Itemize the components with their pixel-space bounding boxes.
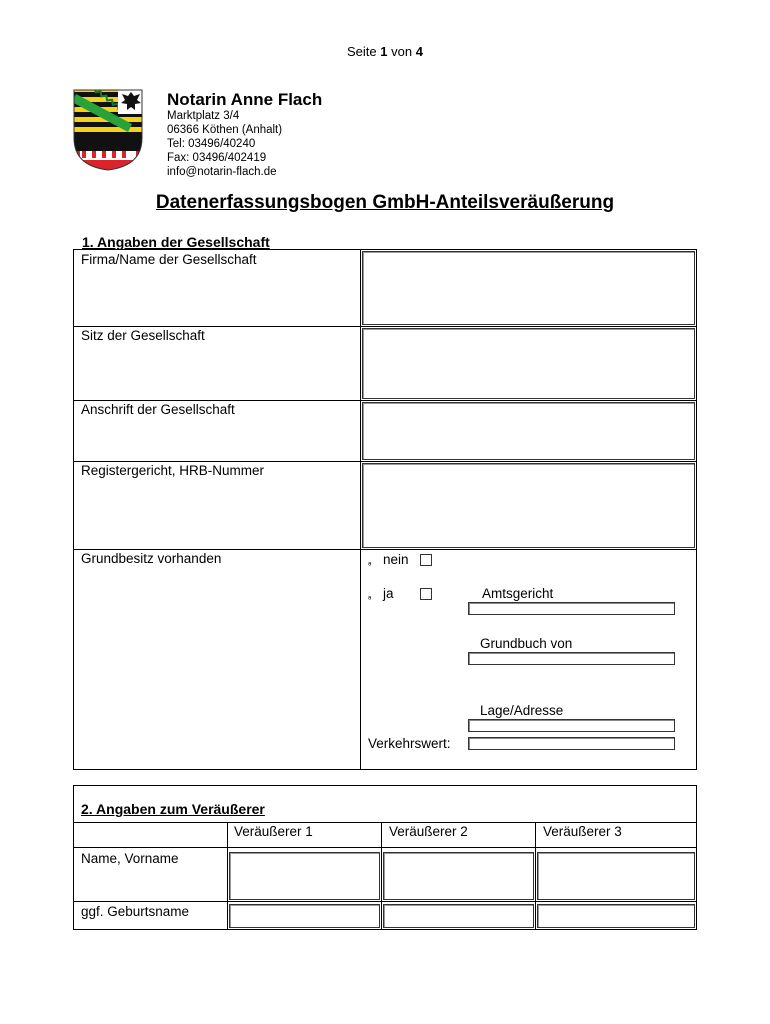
seller-2-name-field[interactable] (383, 852, 534, 900)
seller-1-header: Veräußerer 1 (234, 824, 313, 839)
name-label: Name, Vorname (81, 851, 179, 866)
market-value-field[interactable] (468, 737, 675, 750)
land-register-field[interactable] (468, 652, 675, 665)
table-divider (360, 249, 361, 770)
seller-3-birth-name-field[interactable] (537, 904, 695, 928)
seller-2-birth-name-field[interactable] (383, 904, 534, 928)
register-court-field[interactable] (362, 463, 695, 548)
column-divider (535, 822, 536, 930)
section1-heading: 1. Angaben der Gesellschaft (82, 234, 270, 250)
page-counter-prefix: Seite (347, 44, 377, 59)
row-divider (73, 822, 697, 823)
row-divider (73, 549, 697, 550)
court-field[interactable] (468, 602, 675, 615)
section2-heading: 2. Angaben zum Veräußerer (81, 801, 265, 817)
notary-fax: Fax: 03496/402419 (167, 152, 267, 164)
seller-2-header: Veräußerer 2 (389, 824, 468, 839)
seller-3-name-field[interactable] (537, 852, 695, 900)
seller-3-header: Veräußerer 3 (543, 824, 622, 839)
page-counter-separator: von (391, 44, 413, 59)
row-divider (73, 326, 697, 327)
option-yes-label: ja (383, 586, 394, 601)
bullet-icon: ₔ (368, 557, 372, 567)
property-label: Grundbesitz vorhanden (81, 551, 222, 566)
seller-1-name-field[interactable] (229, 852, 380, 900)
document-title: Datenerfassungsbogen GmbH-Anteilsveräußerung (155, 192, 615, 213)
notary-phone: Tel: 03496/40240 (167, 138, 256, 150)
company-name-field[interactable] (362, 251, 695, 325)
row-divider (73, 901, 697, 902)
bullet-icon: ₔ (368, 591, 372, 601)
column-divider (381, 822, 382, 930)
page-total: 4 (415, 44, 423, 59)
company-seat-label: Sitz der Gesellschaft (81, 328, 205, 343)
birth-name-label: ggf. Geburtsname (81, 904, 190, 919)
market-value-label: Verkehrswert: (368, 736, 451, 751)
coat-of-arms-icon (72, 88, 144, 172)
notary-name: Notarin Anne Flach (167, 90, 323, 109)
court-label: Amtsgericht (482, 586, 554, 601)
row-divider (73, 461, 697, 462)
location-field[interactable] (468, 719, 675, 732)
notary-street: Marktplatz 3/4 (167, 110, 240, 122)
company-address-field[interactable] (362, 402, 695, 460)
column-divider (227, 822, 228, 930)
register-court-label: Registergericht, HRB-Nummer (81, 463, 265, 478)
page-counter (0, 44, 770, 59)
company-address-label: Anschrift der Gesellschaft (81, 402, 235, 417)
land-register-label: Grundbuch von (480, 636, 573, 651)
notary-city: 06366 Köthen (Anhalt) (167, 124, 283, 136)
page-current: 1 (380, 44, 388, 59)
company-name-label: Firma/Name der Gesellschaft (81, 252, 257, 267)
option-yes-checkbox[interactable] (420, 588, 432, 600)
seller-1-birth-name-field[interactable] (229, 904, 380, 928)
notary-email: info@notarin-flach.de (167, 166, 277, 178)
location-label: Lage/Adresse (480, 703, 564, 718)
row-divider (73, 847, 697, 848)
option-no-checkbox[interactable] (420, 554, 432, 566)
row-divider (73, 400, 697, 401)
company-seat-field[interactable] (362, 328, 695, 399)
option-no-label: nein (383, 552, 409, 567)
